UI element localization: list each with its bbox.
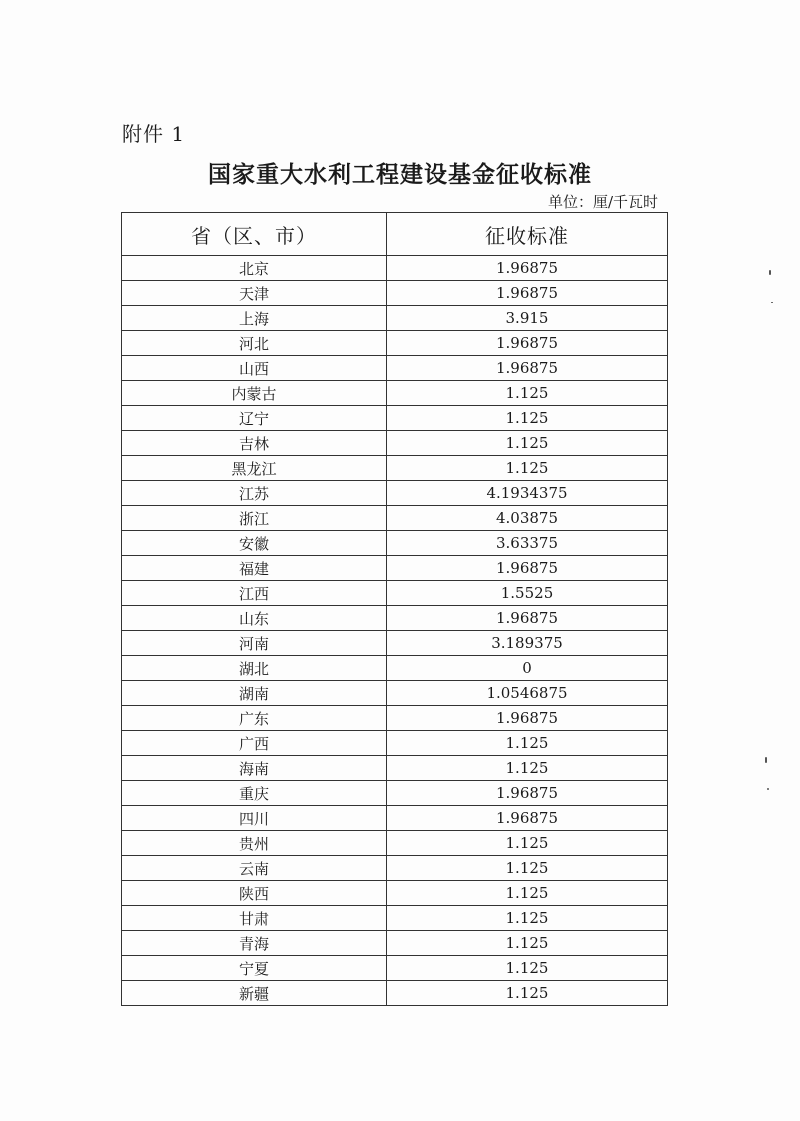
- region-cell: 云南: [122, 856, 387, 881]
- region-cell: 安徽: [122, 531, 387, 556]
- region-cell: 江苏: [122, 481, 387, 506]
- table-row: [122, 981, 668, 1006]
- standard-value-cell: 1.96875: [387, 781, 668, 806]
- standard-value-cell: 1.96875: [387, 806, 668, 831]
- standard-value-cell: 1.96875: [387, 706, 668, 731]
- region-cell: 福建: [122, 556, 387, 581]
- table-row: [122, 406, 668, 431]
- table-row: [122, 431, 668, 456]
- standard-value-cell: 1.125: [387, 856, 668, 881]
- table-body: [122, 256, 668, 1006]
- standard-value-cell: 1.125: [387, 431, 668, 456]
- document-title: 国家重大水利工程建设基金征收标准: [208, 161, 592, 188]
- table-row: [122, 281, 668, 306]
- table-row: [122, 381, 668, 406]
- table-row: [122, 806, 668, 831]
- standard-value-cell: 0: [387, 656, 668, 681]
- region-cell: 陕西: [122, 881, 387, 906]
- standard-value-cell: 1.96875: [387, 331, 668, 356]
- column-header-region: 省（区、市）: [122, 213, 387, 256]
- scan-speck: [767, 788, 769, 790]
- standard-value-cell: 1.96875: [387, 556, 668, 581]
- unit-label: 单位：厘/千瓦时: [547, 193, 658, 211]
- table-row: [122, 906, 668, 931]
- region-cell: 山西: [122, 356, 387, 381]
- region-cell: 贵州: [122, 831, 387, 856]
- table-row: [122, 456, 668, 481]
- region-cell: 甘肃: [122, 906, 387, 931]
- region-cell: 内蒙古: [122, 381, 387, 406]
- table-header-row: [122, 213, 668, 256]
- table-row: [122, 881, 668, 906]
- standard-value-cell: 1.125: [387, 406, 668, 431]
- standard-value-cell: 1.125: [387, 906, 668, 931]
- standard-value-cell: 1.96875: [387, 606, 668, 631]
- table-row: [122, 831, 668, 856]
- fee-standard-table: [121, 212, 668, 1006]
- region-cell: 广西: [122, 731, 387, 756]
- standard-value-cell: 1.125: [387, 456, 668, 481]
- attachment-label: 附件 1: [122, 122, 186, 146]
- region-cell: 山东: [122, 606, 387, 631]
- standard-value-cell: 1.125: [387, 981, 668, 1006]
- column-header-standard: 征收标准: [387, 213, 668, 256]
- table-row: [122, 731, 668, 756]
- table-row: [122, 581, 668, 606]
- table-row: [122, 481, 668, 506]
- standard-value-cell: 1.5525: [387, 581, 668, 606]
- region-cell: 吉林: [122, 431, 387, 456]
- table-row: [122, 506, 668, 531]
- region-cell: 四川: [122, 806, 387, 831]
- table-row: [122, 781, 668, 806]
- table-row: [122, 931, 668, 956]
- region-cell: 河北: [122, 331, 387, 356]
- region-cell: 青海: [122, 931, 387, 956]
- table-row: [122, 531, 668, 556]
- standard-value-cell: 4.1934375: [387, 481, 668, 506]
- region-cell: 上海: [122, 306, 387, 331]
- standard-value-cell: 1.0546875: [387, 681, 668, 706]
- standard-value-cell: 3.189375: [387, 631, 668, 656]
- region-cell: 浙江: [122, 506, 387, 531]
- standard-value-cell: 4.03875: [387, 506, 668, 531]
- scan-speck: [769, 270, 771, 275]
- region-cell: 河南: [122, 631, 387, 656]
- standard-value-cell: 1.125: [387, 881, 668, 906]
- table-row: [122, 631, 668, 656]
- region-cell: 江西: [122, 581, 387, 606]
- standard-value-cell: 3.915: [387, 306, 668, 331]
- region-cell: 宁夏: [122, 956, 387, 981]
- region-cell: 广东: [122, 706, 387, 731]
- standard-value-cell: 1.125: [387, 731, 668, 756]
- scan-speck: [765, 757, 767, 763]
- table-row: [122, 856, 668, 881]
- region-cell: 黑龙江: [122, 456, 387, 481]
- region-cell: 天津: [122, 281, 387, 306]
- standard-value-cell: 1.96875: [387, 256, 668, 281]
- standard-value-cell: 1.125: [387, 756, 668, 781]
- table-row: [122, 956, 668, 981]
- table-row: [122, 756, 668, 781]
- region-cell: 北京: [122, 256, 387, 281]
- table-row: [122, 556, 668, 581]
- table-row: [122, 681, 668, 706]
- table-row: [122, 606, 668, 631]
- region-cell: 湖北: [122, 656, 387, 681]
- table-row: [122, 356, 668, 381]
- table-row: [122, 331, 668, 356]
- region-cell: 湖南: [122, 681, 387, 706]
- standard-value-cell: 1.96875: [387, 356, 668, 381]
- region-cell: 海南: [122, 756, 387, 781]
- standard-value-cell: 1.125: [387, 931, 668, 956]
- standard-value-cell: 1.96875: [387, 281, 668, 306]
- scan-speck: [771, 302, 773, 303]
- table-row: [122, 306, 668, 331]
- table-row: [122, 656, 668, 681]
- table-row: [122, 706, 668, 731]
- standard-value-cell: 1.125: [387, 831, 668, 856]
- region-cell: 辽宁: [122, 406, 387, 431]
- standard-value-cell: 1.125: [387, 956, 668, 981]
- standard-value-cell: 1.125: [387, 381, 668, 406]
- table-row: [122, 256, 668, 281]
- region-cell: 重庆: [122, 781, 387, 806]
- region-cell: 新疆: [122, 981, 387, 1006]
- standard-value-cell: 3.63375: [387, 531, 668, 556]
